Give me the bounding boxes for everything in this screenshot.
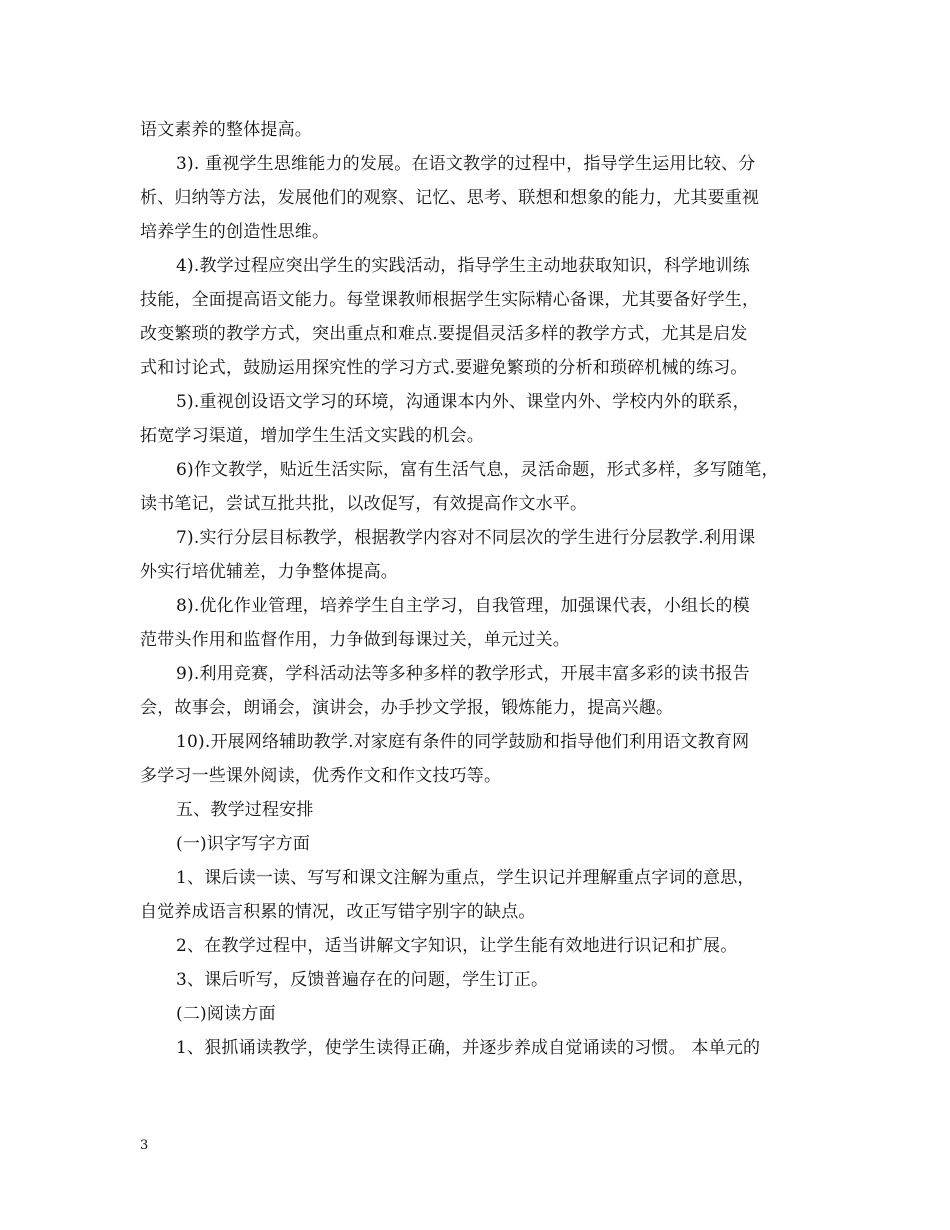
text-line: 1、狠抓诵读教学，使学生读得正确，并逐步养成自觉诵读的习惯。 本单元的 (176, 1038, 761, 1058)
page-number: 3 (140, 1138, 149, 1153)
text-line: 读书笔记，尝试互批共批，以改促写，有效提高作文水平。 (140, 494, 588, 514)
text-line: (二)阅读方面 (176, 1004, 276, 1024)
text-line: 5).重视创设语文学习的环境，沟通课本内外、课堂内外、学校内外的联系， (176, 392, 750, 412)
text-line: (一)识字写字方面 (176, 834, 311, 854)
text-line: 拓宽学习渠道，增加学生生活文实践的机会。 (140, 426, 484, 446)
text-line: 会，故事会，朗诵会，演讲会，办手抄文学报，锻炼能力，提高兴趣。 (140, 698, 674, 718)
text-line: 10).开展网络辅助教学.对家庭有条件的同学鼓励和指导他们利用语文教育网 (176, 732, 750, 752)
text-line: 7).实行分层目标教学，根据教学内容对不同层次的学生进行分层教学.利用课 (176, 528, 756, 548)
text-line: 多学习一些课外阅读，优秀作文和作文技巧等。 (140, 766, 502, 786)
text-line: 6)作文教学，贴近生活实际，富有生活气息，灵活命题，形式多样，多写随笔， (176, 460, 779, 480)
text-line: 8).优化作业管理，培养学生自主学习，自我管理，加强课代表，小组长的模 (176, 596, 750, 616)
text-line: 4).教学过程应突出学生的实践活动，指导学生主动地获取知识，科学地训练 (176, 256, 750, 276)
text-line: 2、在教学过程中，适当讲解文字知识，让学生能有效地进行识记和扩展。 (176, 936, 738, 956)
text-line: 改变繁琐的教学方式，突出重点和难点.要提倡灵活多样的教学方式，尤其是启发 (140, 324, 748, 344)
text-line: 析、归纳等方法，发展他们的观察、记忆、思考、联想和想象的能力，尤其要重视 (140, 188, 760, 208)
text-line: 培养学生的创造性思维。 (140, 222, 330, 242)
text-line: 9).利用竞赛，学科活动法等多种多样的教学形式，开展丰富多彩的读书报告 (176, 664, 750, 684)
text-line: 五、教学过程安排 (176, 800, 314, 820)
text-line: 范带头作用和监督作用，力争做到每课过关，单元过关。 (140, 630, 570, 650)
text-line: 3、课后听写，反馈普遍存在的问题，学生订正。 (176, 970, 549, 990)
text-line: 式和讨论式，鼓励运用探究性的学习方式.要避免繁琐的分析和琐碎机械的练习。 (140, 358, 748, 378)
text-line: 3). 重视学生思维能力的发展。在语文教学的过程中，指导学生运用比较、分 (176, 154, 756, 174)
text-line: 外实行培优辅差，力争整体提高。 (140, 562, 398, 582)
text-line: 语文素养的整体提高。 (140, 120, 312, 140)
text-line: 1、课后读一读、写写和课文注解为重点，学生识记并理解重点字词的意思， (176, 868, 755, 888)
document-body (140, 113, 820, 1065)
text-line: 自觉养成语言积累的情况，改正写错字别字的缺点。 (140, 902, 536, 922)
text-line: 技能，全面提高语文能力。每堂课教师根据学生实际精心备课，尤其要备好学生， (140, 290, 760, 310)
